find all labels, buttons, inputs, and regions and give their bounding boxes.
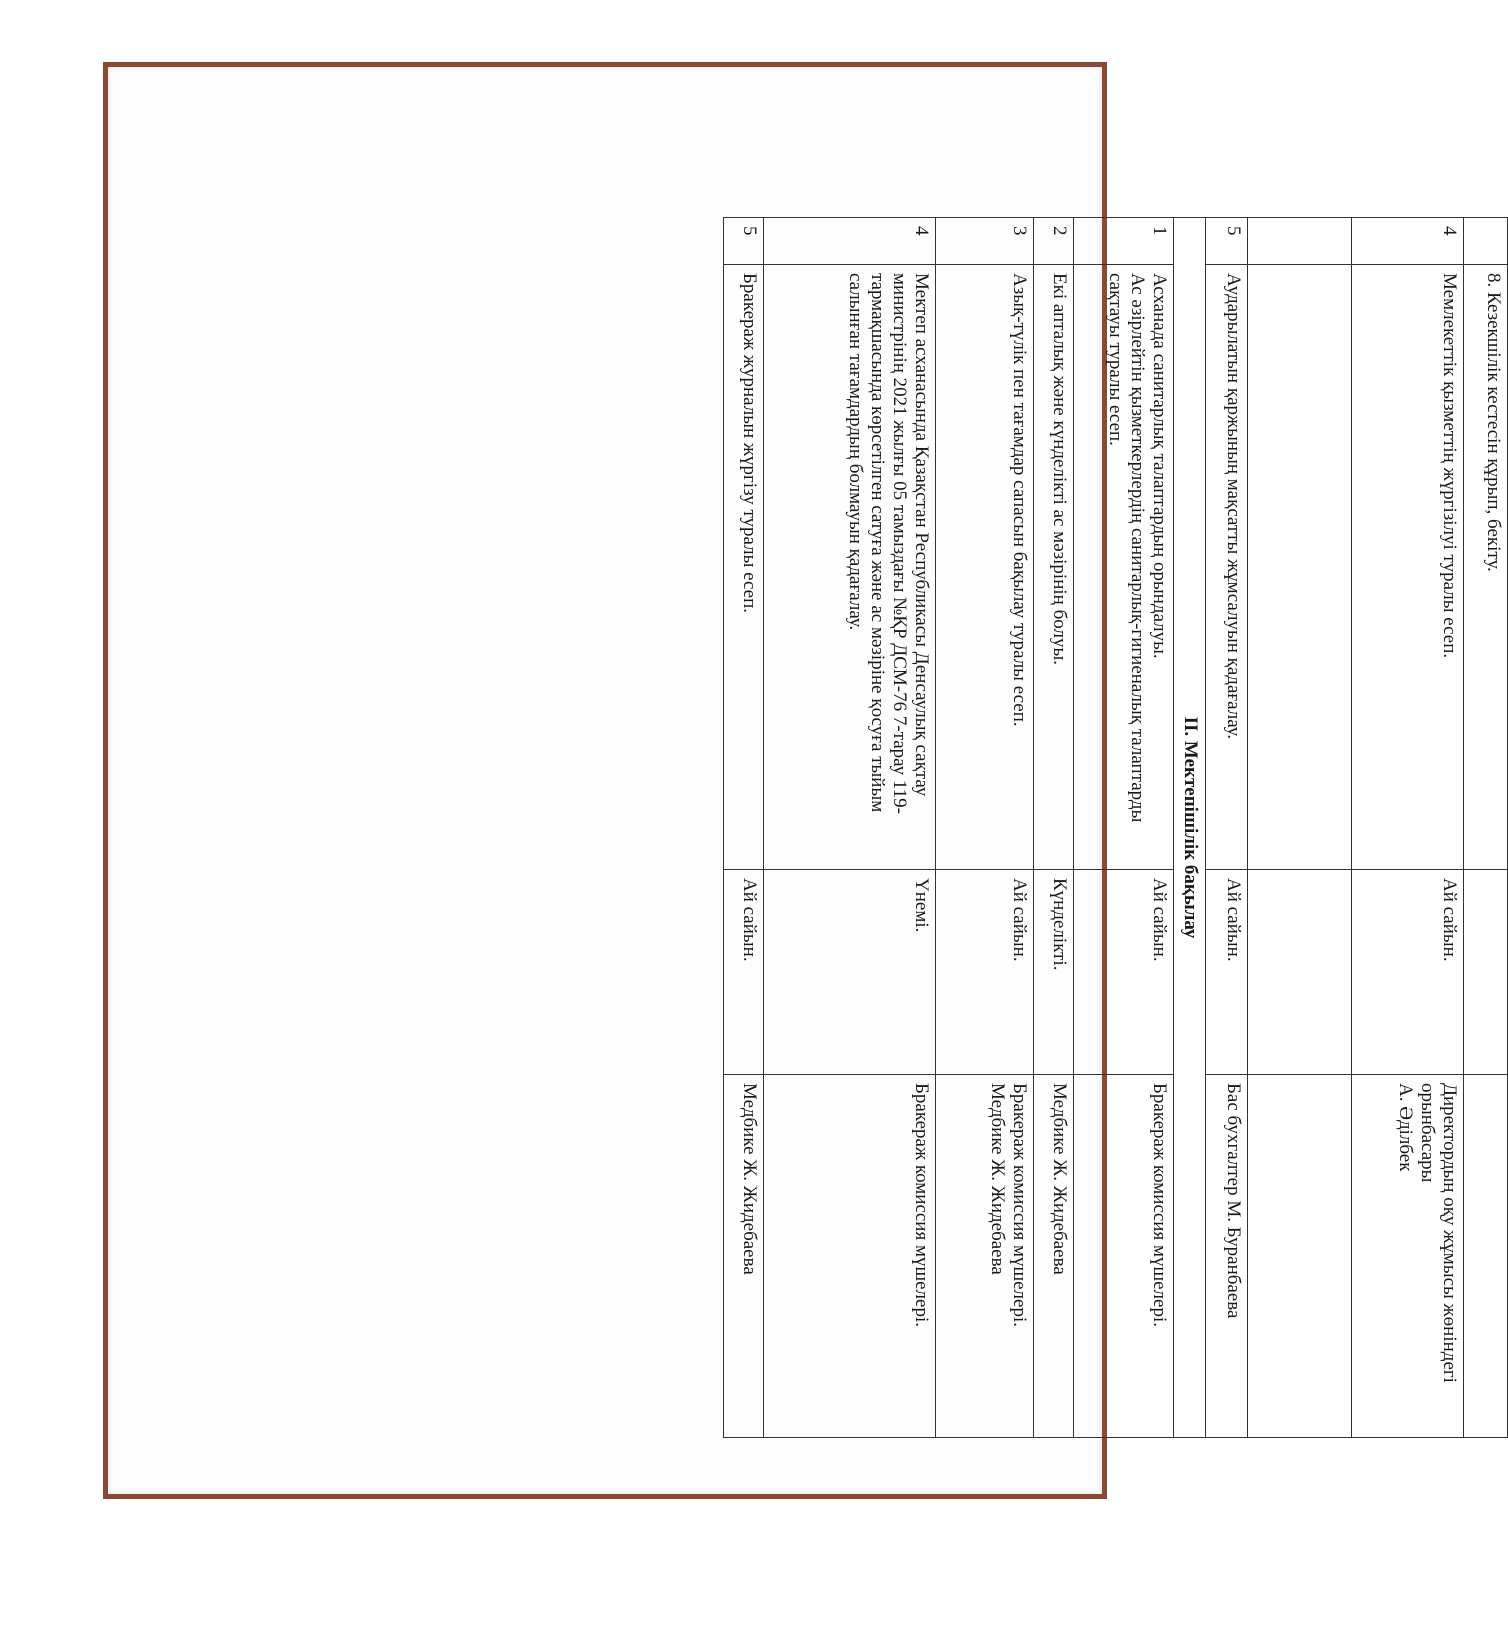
row-text: Бракераж журналын жүргізу туралы есеп. (724, 265, 764, 870)
table-row (1464, 218, 1508, 1438)
section-title: ІІ. Мектепішілік бақылау (1174, 218, 1206, 1438)
plan-table (723, 217, 1508, 1438)
row-period: Ай сайын. (724, 870, 764, 1075)
table-row (936, 218, 1034, 1438)
row-text: Мемлекеттік қызметтің жүргізілуі туралы есеп. (1352, 265, 1464, 870)
row-responsible (1248, 1075, 1352, 1438)
row-responsible: Медбике Ж. Жидебаева (724, 1075, 764, 1438)
row-responsible: Бракераж комиссия мүшелері. (1074, 1075, 1174, 1438)
row-number: 2 (1034, 218, 1074, 265)
row-number: 4 (764, 218, 936, 265)
row-number: 5 (724, 218, 764, 265)
row-text: Екі апталық және күнделікті ас мәзірінің болуы. (1034, 265, 1074, 870)
row-period: Ай сайын. (1074, 870, 1174, 1075)
row-period (1464, 870, 1508, 1075)
table-row (724, 218, 764, 1438)
table-row (1352, 218, 1464, 1438)
row-text: Асханада санитарлық талаптардың орындалуы. Ас әзірлейтін қызметкерлердің санитарлық-гигиеналық талаптарды сақтауы туралы есеп. (1074, 265, 1174, 870)
row-responsible: Медбике Ж. Жидебаева (1034, 1075, 1074, 1438)
row-number: 3 (936, 218, 1034, 265)
row-period: Ай сайын. (1206, 870, 1248, 1075)
row-responsible: Директордың оқу жұмысы жөніндегі орынбасары А. Әділбек (1352, 1075, 1464, 1438)
row-text: 8. Кезекшілік кестесін құрып, бекіту. (1464, 265, 1508, 870)
paper-sheet (108, 67, 1504, 1494)
row-text (1248, 265, 1352, 870)
row-text: Азық-түлік пен тағамдар сапасын бақылау туралы есеп. (936, 265, 1034, 870)
row-period (1248, 870, 1352, 1075)
row-responsible: Бас бухгалтер М. Буранбаева (1206, 1075, 1248, 1438)
table-row (1034, 218, 1074, 1438)
row-text: Аударылатын қаржының мақсатты жұмсалуын қадағалау. (1206, 265, 1248, 870)
row-number: 1 (1074, 218, 1174, 265)
row-period: Үнемі. (764, 870, 936, 1075)
table-row (1074, 218, 1174, 1438)
row-number: 4 (1352, 218, 1464, 265)
row-period: Ай сайын. (1352, 870, 1464, 1075)
row-text: Мектеп асханасында Қазақстан Республикасы Денсаулық сақтау министрінің 2021 жылғы 05 тамыздағы №ҚР ДСМ-76 7-тарау 119-тармақшасында көрсетілген сатуға және ас мәзіріне қосуға тыйым салынған тағамдардың болмауын қадағалау. (764, 265, 936, 870)
row-number: 5 (1206, 218, 1248, 265)
row-period: Ай сайын. (936, 870, 1034, 1075)
table-row (764, 218, 936, 1438)
row-responsible: Бракераж комиссия мүшелері. Медбике Ж. Жидебаева (936, 1075, 1034, 1438)
table-row (1206, 218, 1248, 1438)
row-responsible: Бракераж комиссия мүшелері. (764, 1075, 936, 1438)
table-row (1248, 218, 1352, 1438)
section-row (1174, 218, 1206, 1438)
row-responsible (1464, 1075, 1508, 1438)
row-period: Күнделікті. (1034, 870, 1074, 1075)
document-page (733, 217, 1508, 1437)
row-number (1464, 218, 1508, 265)
row-number (1248, 218, 1352, 265)
